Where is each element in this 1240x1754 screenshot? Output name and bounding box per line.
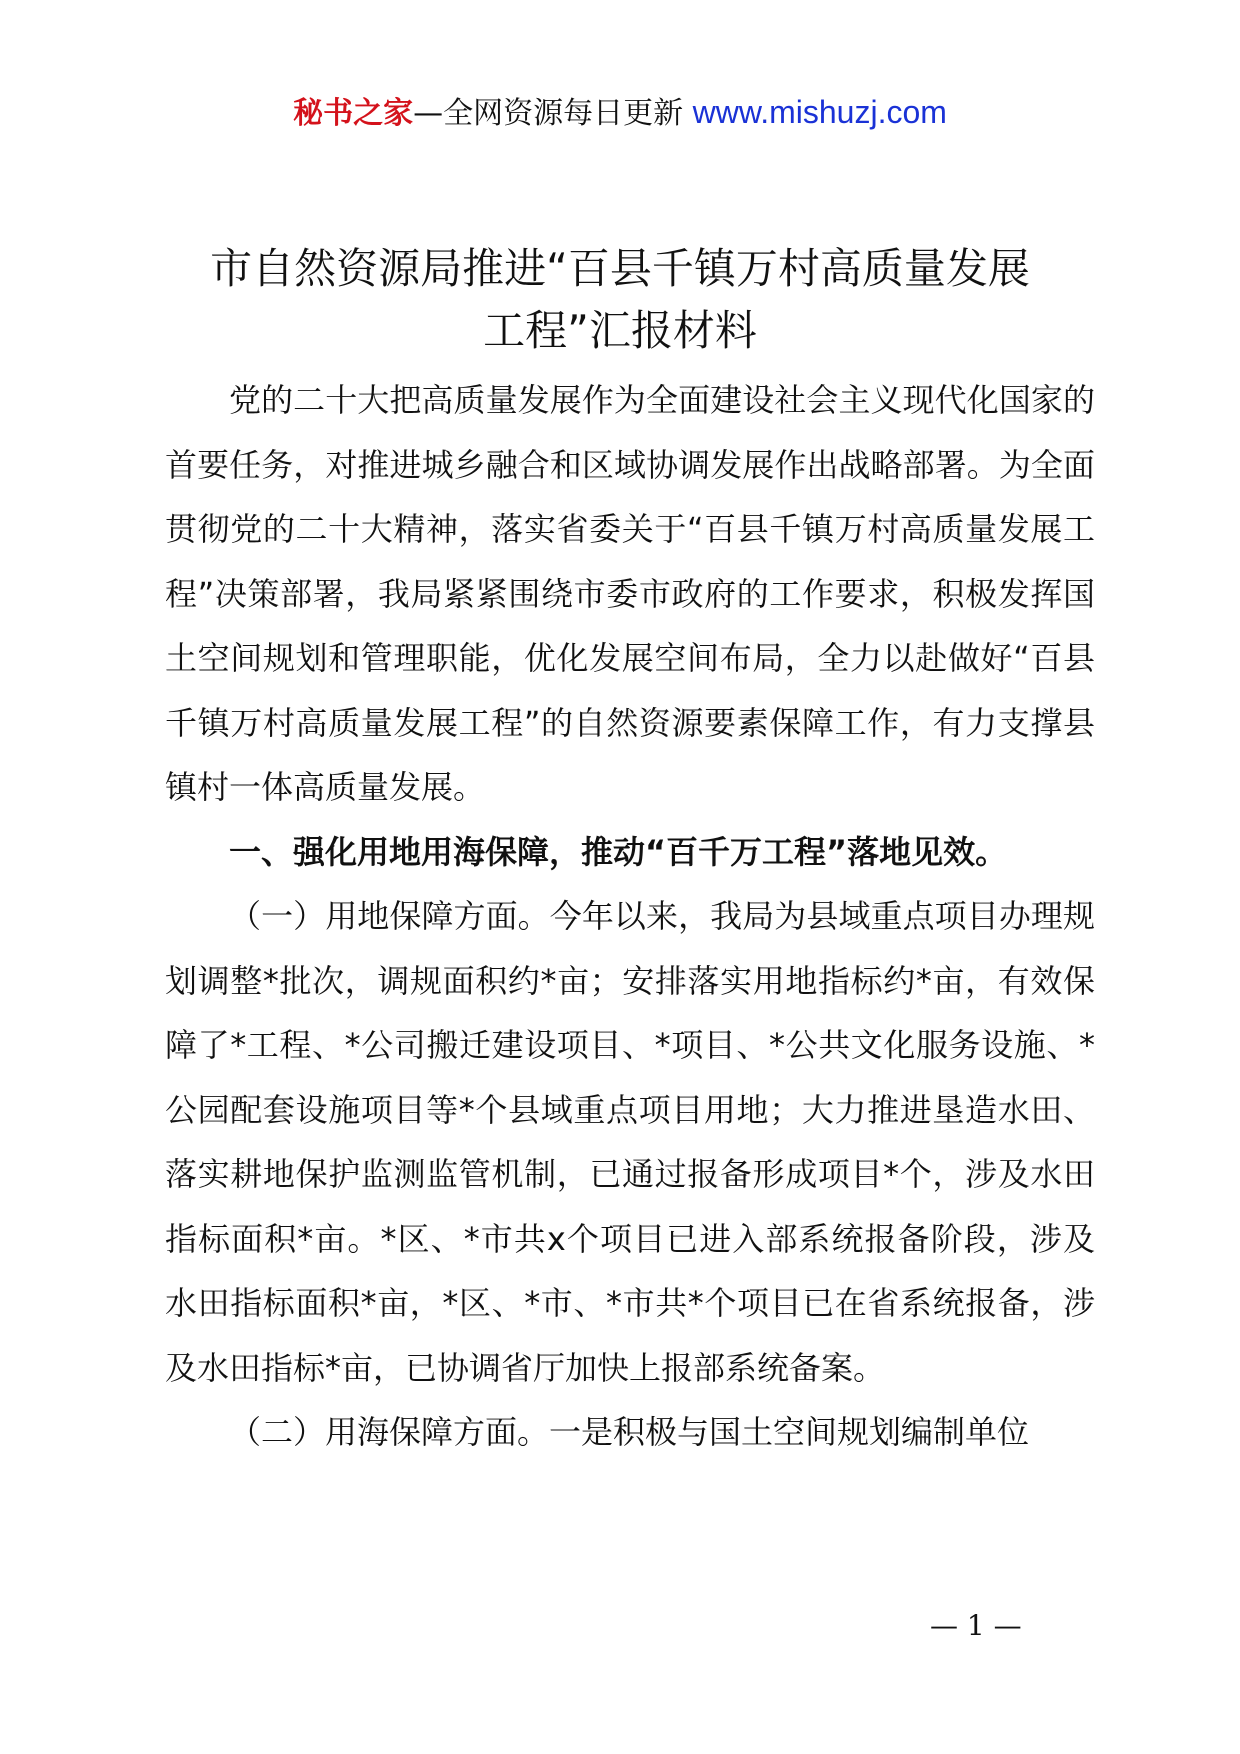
title-line-2: 工程”汇报材料 — [483, 306, 757, 355]
land-guarantee-paragraph: （一）用地保障方面。今年以来，我局为县域重点项目办理规划调整*批次，调规面积约*亩；安排落实用地指标约*亩，有效保障了*工程、*公司搬迁建设项目、*项目、*公共文化服务设施、*公园配套设施项目等*个县域重点项目用地；大力推进垦造水田、落实耕地保护监测监管机制，已通过报备形成项目*个，涉及水田指标面积*亩。*区、*市共x个项目已进入部系统报备阶段，涉及水田指标面积*亩，*区、*市、*市共*个项目已在省系统报备，涉及水田指标*亩，已协调省厅加快上报部系统备案。 — [165, 897, 1095, 1387]
intro-paragraph: 党的二十大把高质量发展作为全面建设社会主义现代化国家的首要任务，对推进城乡融合和区域协调发展作出战略部署。为全面贯彻党的二十大精神，落实省委关于“百县千镇万村高质量发展工程”决策部署，我局紧紧围绕市委市政府的工作要求，积极发挥国土空间规划和管理职能，优化发展空间布局，全力以赴做好“百县千镇万村高质量发展工程”的自然资源要素保障工作，有力支撑县镇村一体高质量发展。 — [165, 381, 1095, 806]
section-heading-1: 一、强化用地用海保障，推动“百千万工程”落地见效。 — [229, 832, 1008, 871]
brand-name: 秘书之家 — [293, 96, 414, 131]
document-body — [165, 368, 1095, 1465]
title-line-1: 市自然资源局推进“百县千镇万村高质量发展 — [210, 244, 1030, 293]
sea-guarantee-paragraph: （二）用海保障方面。一是积极与国土空间规划编制单位 — [229, 1413, 1030, 1451]
site-header — [0, 92, 1240, 134]
header-tagline: —全网资源每日更新 — [413, 96, 684, 131]
document-title — [150, 238, 1090, 362]
site-url-link[interactable]: www.mishuzj.com — [692, 94, 947, 130]
page-number: — 1 — — [930, 1609, 1022, 1642]
